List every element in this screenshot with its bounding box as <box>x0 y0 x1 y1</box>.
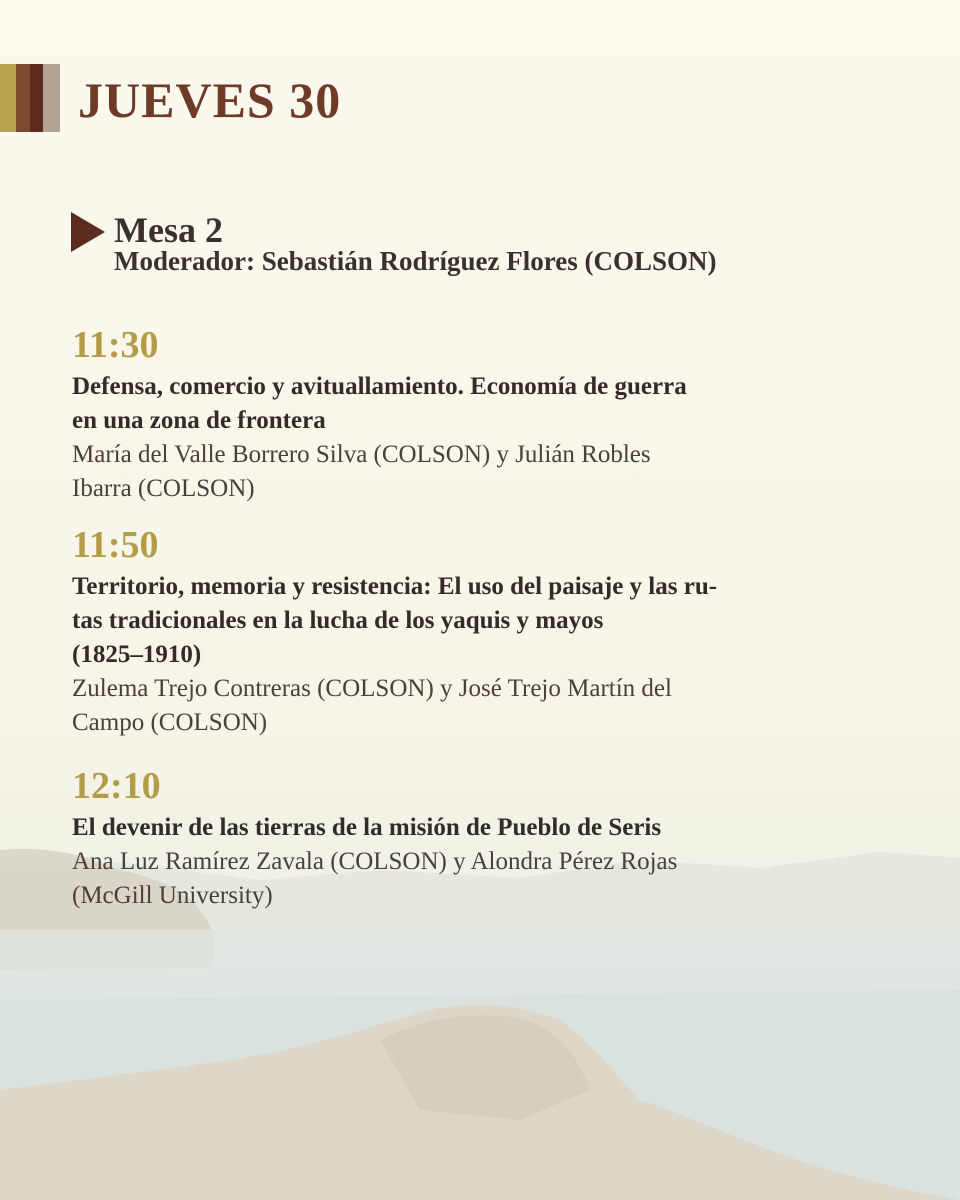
day-color-stripes <box>0 64 60 132</box>
session-item <box>72 524 802 740</box>
talk-title-line: tas tradicionales en la lucha de los yaquis y mayos <box>72 607 604 634</box>
session-time: 11:30 <box>72 324 159 366</box>
talk-title-line: El devenir de las tierras de la misión de Pueblo de Seris <box>72 814 662 841</box>
authors-line: Zulema Trejo Contreras (COLSON) y José Trejo Martín del <box>72 675 672 702</box>
talk-title-line: (1825–1910) <box>72 641 202 668</box>
session-time: 12:10 <box>72 765 161 807</box>
authors-line: Ibarra (COLSON) <box>72 475 255 502</box>
triangle-arrow-icon <box>71 212 105 252</box>
talk-title-line: en una zona de frontera <box>72 407 326 434</box>
session-time: 11:50 <box>72 524 159 566</box>
authors-line: Campo (COLSON) <box>72 709 268 736</box>
day-title: JUEVES 30 <box>78 72 342 128</box>
session-item <box>72 324 802 506</box>
moderator-line: Moderador: Sebastián Rodríguez Flores (COLSON) <box>114 246 717 276</box>
authors-line: Ana Luz Ramírez Zavala (COLSON) y Alondra Pérez Rojas <box>72 848 678 875</box>
session-item <box>72 765 802 913</box>
mesa-title: Mesa 2 <box>114 210 223 250</box>
authors-line: (McGill University) <box>72 882 273 909</box>
stripe-gold <box>0 64 16 132</box>
talk-title-line: Defensa, comercio y avituallamiento. Economía de guerra <box>72 373 687 400</box>
talk-title-line: Territorio, memoria y resistencia: El uso del paisaje y las ru- <box>72 573 718 600</box>
authors-line: María del Valle Borrero Silva (COLSON) y Julián Robles <box>72 441 651 468</box>
stripe-brown <box>16 64 30 132</box>
stripe-dark-brown <box>30 64 43 132</box>
stripe-taupe <box>43 64 60 132</box>
